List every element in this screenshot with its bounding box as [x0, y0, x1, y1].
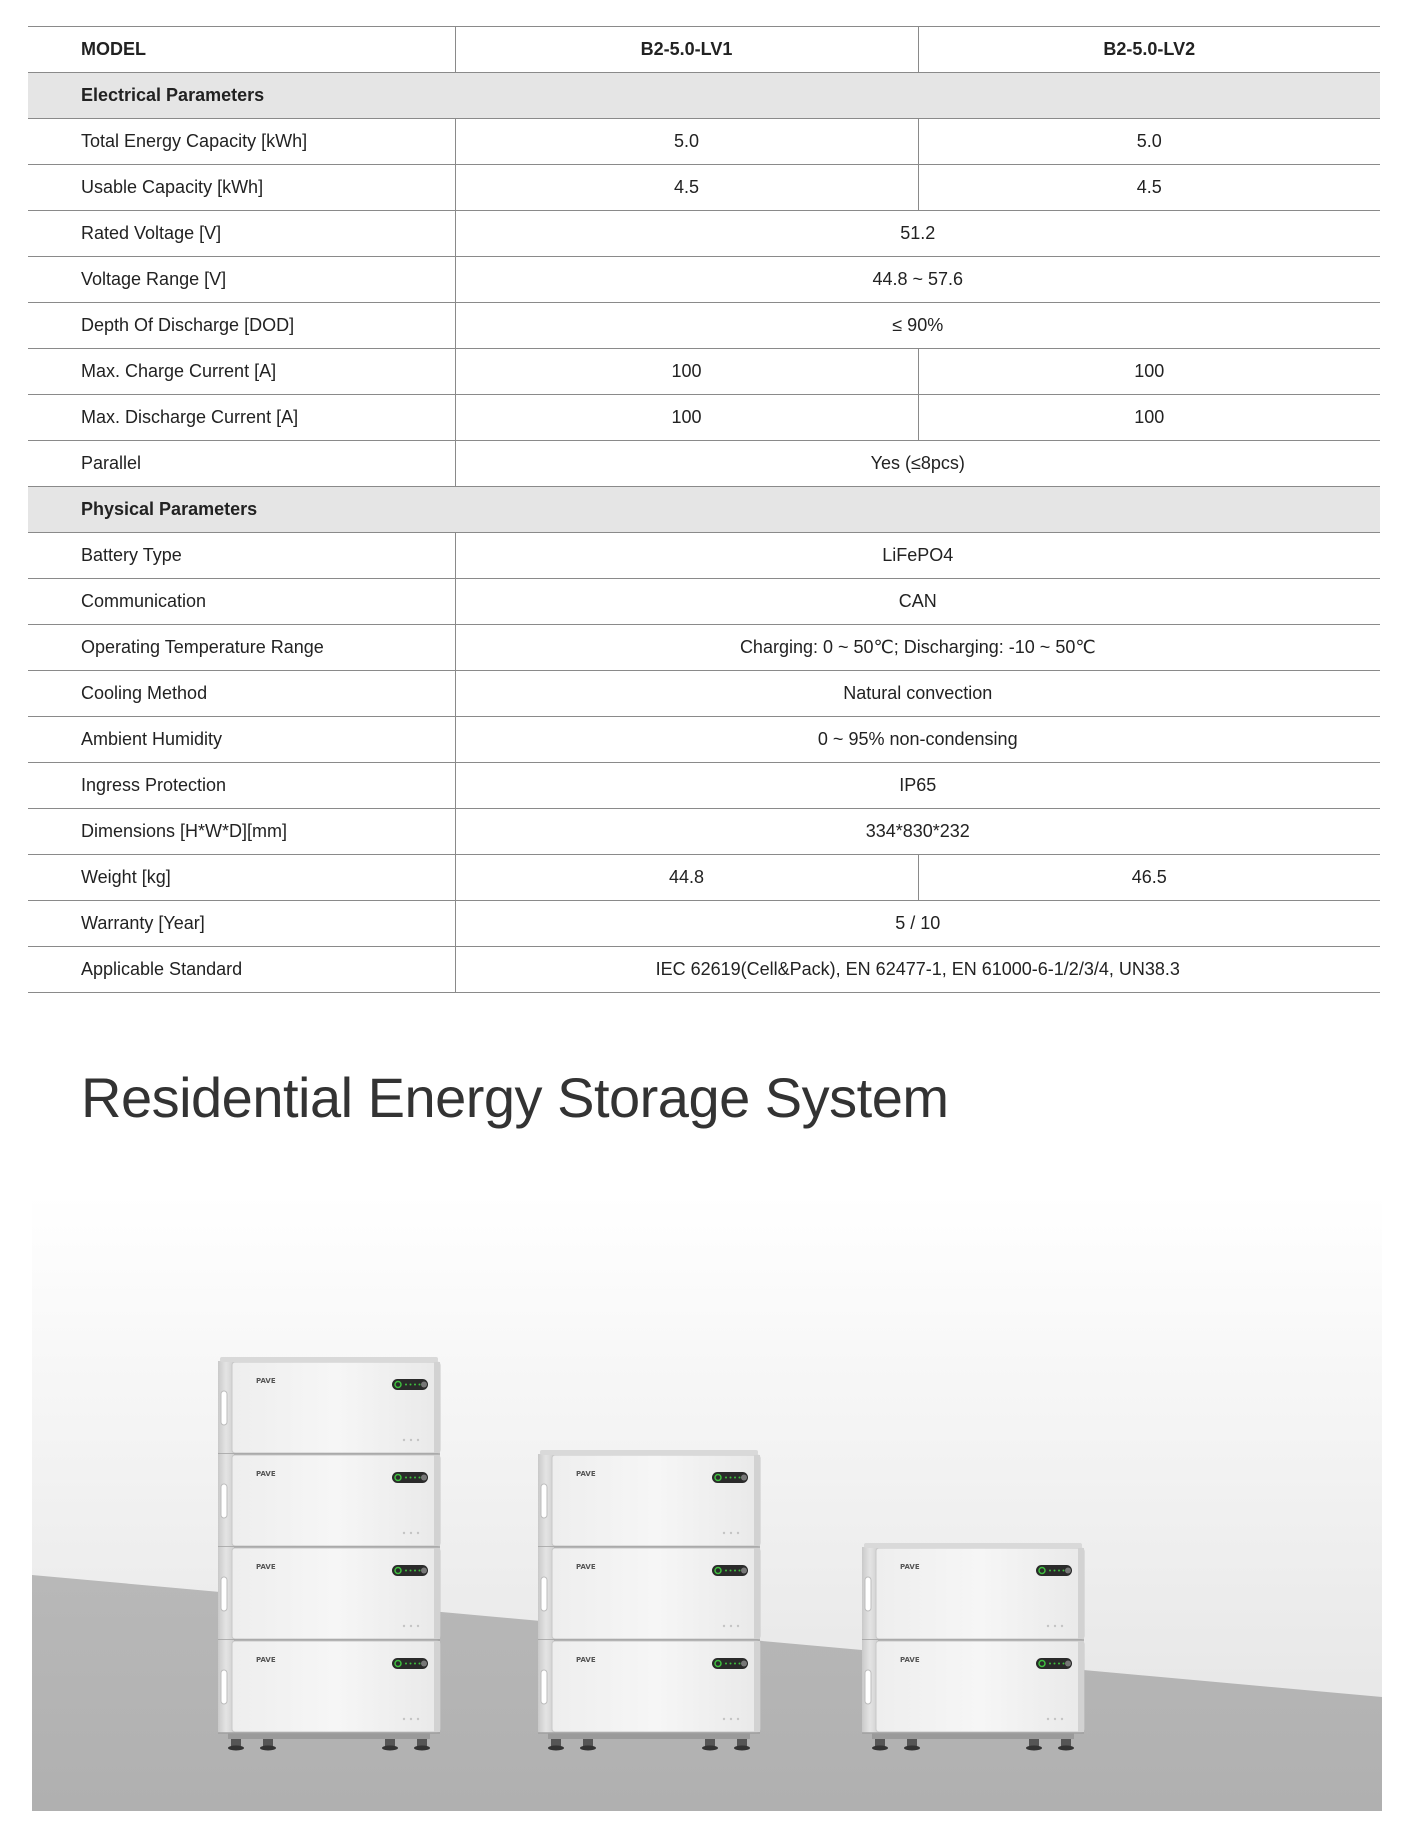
row-label: Operating Temperature Range: [28, 625, 455, 671]
module-handle-slot: [541, 1484, 547, 1518]
module-right-edge: [754, 1641, 760, 1732]
status-dot: [734, 1477, 736, 1479]
vent-dot: [730, 1532, 732, 1534]
table-row: [28, 441, 1380, 487]
stack-foot-pad: [548, 1746, 564, 1751]
row-value: IEC 62619(Cell&Pack), EN 62477-1, EN 61000-6-1/2/3/4, UN38.3: [455, 947, 1380, 993]
status-dot: [730, 1663, 732, 1665]
module-right-edge: [434, 1362, 440, 1453]
power-button-icon: [421, 1568, 427, 1574]
table-row: [28, 349, 1380, 395]
product-image: [32, 1195, 1382, 1811]
row-label: Max. Charge Current [A]: [28, 349, 455, 395]
row-value: ≤ 90%: [455, 303, 1380, 349]
section-title-physical: Physical Parameters: [28, 487, 1380, 533]
row-value-lv1: 5.0: [455, 119, 918, 165]
table-row: [28, 211, 1380, 257]
vent-dot: [1054, 1625, 1056, 1627]
module-right-edge: [1078, 1548, 1084, 1639]
stack-foot-pad: [1058, 1746, 1074, 1751]
status-dot: [1054, 1663, 1056, 1665]
row-label: Depth Of Discharge [DOD]: [28, 303, 455, 349]
row-label: Dimensions [H*W*D][mm]: [28, 809, 455, 855]
row-label: Weight [kg]: [28, 855, 455, 901]
row-label: Applicable Standard: [28, 947, 455, 993]
row-value-lv1: 100: [455, 395, 918, 441]
row-value: Yes (≤8pcs): [455, 441, 1380, 487]
status-dot: [405, 1663, 407, 1665]
status-dot: [410, 1477, 412, 1479]
module-right-edge: [754, 1455, 760, 1546]
header-model-lv2: B2-5.0-LV2: [918, 27, 1380, 73]
row-value: CAN: [455, 579, 1380, 625]
stack-foot-pad: [702, 1746, 718, 1751]
table-row: [28, 947, 1380, 993]
table-row: [28, 257, 1380, 303]
row-label: Total Energy Capacity [kWh]: [28, 119, 455, 165]
brand-logo: PAVE: [576, 1563, 596, 1571]
battery-module: [862, 1547, 1084, 1640]
module-handle-slot: [221, 1577, 227, 1611]
power-button-icon: [421, 1382, 427, 1388]
vent-dot: [1061, 1625, 1063, 1627]
status-dot: [739, 1477, 741, 1479]
table-row: [28, 165, 1380, 211]
status-dot: [414, 1663, 416, 1665]
brand-logo: PAVE: [256, 1377, 276, 1385]
stack-foot-pad: [872, 1746, 888, 1751]
vent-dot: [1047, 1718, 1049, 1720]
battery-stack-2: [538, 1450, 760, 1751]
status-dot: [725, 1570, 727, 1572]
row-value-lv2: 5.0: [918, 119, 1380, 165]
vent-dot: [417, 1718, 419, 1720]
table-row: [28, 717, 1380, 763]
row-label: Warranty [Year]: [28, 901, 455, 947]
status-dot: [410, 1384, 412, 1386]
row-value-lv1: 4.5: [455, 165, 918, 211]
status-dot: [1054, 1570, 1056, 1572]
status-dot: [734, 1570, 736, 1572]
row-value-lv2: 100: [918, 395, 1380, 441]
battery-stack-1: [218, 1357, 440, 1751]
table-row: [28, 763, 1380, 809]
stack-foot-pad: [734, 1746, 750, 1751]
stack-top-cap: [540, 1450, 758, 1455]
battery-module: [218, 1640, 440, 1733]
brand-logo: PAVE: [900, 1656, 920, 1664]
vent-dot: [737, 1718, 739, 1720]
module-panel: [552, 1455, 760, 1546]
row-label: Ingress Protection: [28, 763, 455, 809]
battery-module: [218, 1547, 440, 1640]
spec-table-body: [28, 27, 1380, 993]
row-value: 51.2: [455, 211, 1380, 257]
row-value: 5 / 10: [455, 901, 1380, 947]
stack-foot-pad: [1026, 1746, 1042, 1751]
status-dot: [1049, 1663, 1051, 1665]
status-dot: [410, 1570, 412, 1572]
row-value: Natural convection: [455, 671, 1380, 717]
table-row: [28, 119, 1380, 165]
section-row-electrical: [28, 73, 1380, 119]
status-dot: [419, 1384, 421, 1386]
battery-module: [862, 1640, 1084, 1733]
table-header-row: [28, 27, 1380, 73]
vent-dot: [723, 1718, 725, 1720]
status-dot: [414, 1570, 416, 1572]
table-row: [28, 901, 1380, 947]
table-row: [28, 671, 1380, 717]
vent-dot: [730, 1625, 732, 1627]
row-value-lv1: 44.8: [455, 855, 918, 901]
brand-logo: PAVE: [576, 1656, 596, 1664]
module-panel: [552, 1548, 760, 1639]
module-handle-slot: [221, 1670, 227, 1704]
module-panel: [232, 1548, 440, 1639]
vent-dot: [410, 1439, 412, 1441]
power-button-icon: [1065, 1568, 1071, 1574]
row-value: 0 ~ 95% non-condensing: [455, 717, 1380, 763]
status-dot: [725, 1477, 727, 1479]
vent-dot: [410, 1625, 412, 1627]
stack-top-cap: [220, 1357, 438, 1362]
vent-dot: [1061, 1718, 1063, 1720]
row-value-lv1: 100: [455, 349, 918, 395]
table-row: [28, 303, 1380, 349]
vent-dot: [723, 1532, 725, 1534]
module-panel: [232, 1362, 440, 1453]
row-label: Ambient Humidity: [28, 717, 455, 763]
status-dot: [1049, 1570, 1051, 1572]
section-title: Residential Energy Storage System: [81, 1066, 949, 1129]
status-dot: [725, 1663, 727, 1665]
module-handle-slot: [221, 1391, 227, 1425]
stack-base: [548, 1733, 750, 1739]
module-panel: [876, 1548, 1084, 1639]
module-right-edge: [1078, 1641, 1084, 1732]
table-row: [28, 579, 1380, 625]
module-panel: [232, 1455, 440, 1546]
vent-dot: [1047, 1625, 1049, 1627]
row-value: LiFePO4: [455, 533, 1380, 579]
spec-table: [28, 26, 1380, 993]
status-dot: [1063, 1663, 1065, 1665]
stack-foot-pad: [904, 1746, 920, 1751]
table-row: [28, 809, 1380, 855]
row-label: Rated Voltage [V]: [28, 211, 455, 257]
row-value: 334*830*232: [455, 809, 1380, 855]
stack-foot-pad: [382, 1746, 398, 1751]
header-model-label: MODEL: [28, 27, 455, 73]
row-value-lv2: 100: [918, 349, 1380, 395]
row-label: Max. Discharge Current [A]: [28, 395, 455, 441]
table-row: [28, 395, 1380, 441]
module-handle-slot: [541, 1577, 547, 1611]
vent-dot: [403, 1532, 405, 1534]
vent-dot: [1054, 1718, 1056, 1720]
status-dot: [739, 1663, 741, 1665]
row-value-lv2: 4.5: [918, 165, 1380, 211]
vent-dot: [417, 1439, 419, 1441]
module-right-edge: [754, 1548, 760, 1639]
status-dot: [419, 1570, 421, 1572]
power-button-icon: [421, 1475, 427, 1481]
status-dot: [410, 1663, 412, 1665]
vent-dot: [410, 1532, 412, 1534]
power-button-icon: [741, 1568, 747, 1574]
row-label: Parallel: [28, 441, 455, 487]
module-panel: [232, 1641, 440, 1732]
vent-dot: [417, 1532, 419, 1534]
battery-module: [218, 1361, 440, 1454]
table-row: [28, 855, 1380, 901]
battery-stacks-illustration: [32, 1195, 1382, 1811]
vent-dot: [737, 1625, 739, 1627]
brand-logo: PAVE: [900, 1563, 920, 1571]
status-dot: [730, 1570, 732, 1572]
brand-logo: PAVE: [256, 1656, 276, 1664]
stack-top-cap: [864, 1543, 1082, 1548]
power-button-icon: [421, 1661, 427, 1667]
status-dot: [1063, 1570, 1065, 1572]
stack-foot-pad: [228, 1746, 244, 1751]
vent-dot: [730, 1718, 732, 1720]
battery-stack-3: [862, 1543, 1084, 1751]
power-button-icon: [1065, 1661, 1071, 1667]
module-handle-slot: [541, 1670, 547, 1704]
vent-dot: [410, 1718, 412, 1720]
status-dot: [419, 1663, 421, 1665]
row-value: IP65: [455, 763, 1380, 809]
vent-dot: [403, 1625, 405, 1627]
battery-module: [218, 1454, 440, 1547]
module-right-edge: [434, 1548, 440, 1639]
module-right-edge: [434, 1455, 440, 1546]
row-label: Voltage Range [V]: [28, 257, 455, 303]
module-handle-slot: [865, 1577, 871, 1611]
status-dot: [739, 1570, 741, 1572]
status-dot: [414, 1477, 416, 1479]
status-dot: [405, 1570, 407, 1572]
row-value: Charging: 0 ~ 50℃; Discharging: -10 ~ 50℃: [455, 625, 1380, 671]
status-dot: [1058, 1663, 1060, 1665]
battery-module: [538, 1547, 760, 1640]
stack-base: [872, 1733, 1074, 1739]
section-title-electrical: Electrical Parameters: [28, 73, 1380, 119]
section-row-physical: [28, 487, 1380, 533]
vent-dot: [723, 1625, 725, 1627]
module-right-edge: [434, 1641, 440, 1732]
power-button-icon: [741, 1475, 747, 1481]
row-label: Communication: [28, 579, 455, 625]
table-row: [28, 533, 1380, 579]
row-label: Battery Type: [28, 533, 455, 579]
power-button-icon: [741, 1661, 747, 1667]
status-dot: [414, 1384, 416, 1386]
vent-dot: [737, 1532, 739, 1534]
brand-logo: PAVE: [256, 1470, 276, 1478]
stack-foot-pad: [260, 1746, 276, 1751]
battery-module: [538, 1454, 760, 1547]
module-handle-slot: [221, 1484, 227, 1518]
battery-module: [538, 1640, 760, 1733]
vent-dot: [403, 1439, 405, 1441]
row-value-lv2: 46.5: [918, 855, 1380, 901]
module-panel: [876, 1641, 1084, 1732]
module-panel: [552, 1641, 760, 1732]
status-dot: [1058, 1570, 1060, 1572]
status-dot: [730, 1477, 732, 1479]
status-dot: [405, 1384, 407, 1386]
stack-base: [228, 1733, 430, 1739]
table-row: [28, 625, 1380, 671]
brand-logo: PAVE: [576, 1470, 596, 1478]
vent-dot: [417, 1625, 419, 1627]
stack-foot-pad: [414, 1746, 430, 1751]
status-dot: [419, 1477, 421, 1479]
row-label: Usable Capacity [kWh]: [28, 165, 455, 211]
vent-dot: [403, 1718, 405, 1720]
module-handle-slot: [865, 1670, 871, 1704]
status-dot: [405, 1477, 407, 1479]
row-value: 44.8 ~ 57.6: [455, 257, 1380, 303]
brand-logo: PAVE: [256, 1563, 276, 1571]
stack-foot-pad: [580, 1746, 596, 1751]
header-model-lv1: B2-5.0-LV1: [455, 27, 918, 73]
status-dot: [734, 1663, 736, 1665]
row-label: Cooling Method: [28, 671, 455, 717]
